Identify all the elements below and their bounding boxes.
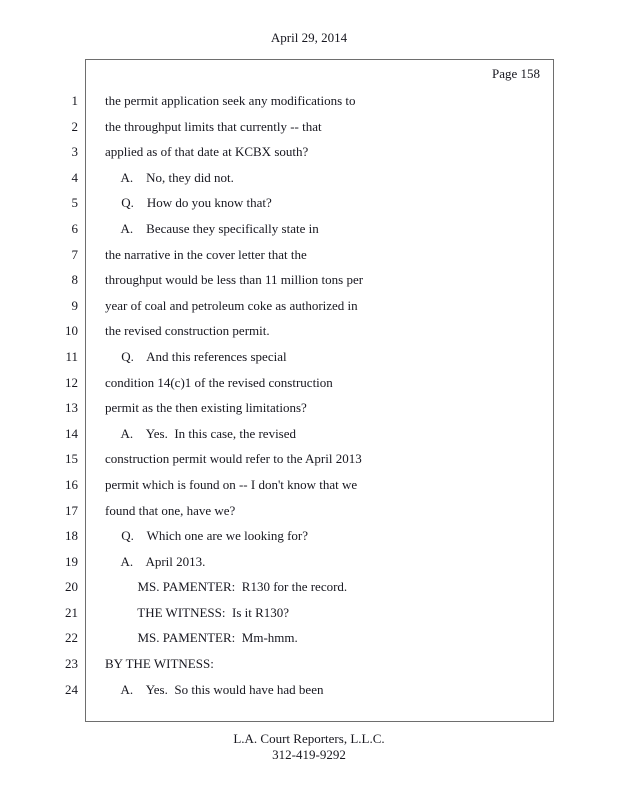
line-number: 9 — [71, 297, 78, 313]
line-text: construction permit would refer to the April 2013 — [105, 451, 362, 467]
transcript-line — [50, 119, 555, 145]
transcript-line — [50, 221, 555, 247]
date-header: April 29, 2014 — [270, 30, 348, 45]
line-text: found that one, have we? — [105, 502, 236, 518]
line-number: 22 — [65, 630, 78, 646]
footer — [0, 731, 618, 763]
line-number: 2 — [71, 118, 78, 134]
line-text: the revised construction permit. — [105, 323, 270, 339]
line-number: 3 — [71, 144, 78, 160]
line-number: 6 — [71, 220, 78, 236]
transcript-line — [50, 144, 555, 170]
line-text: MS. PAMENTER: Mm-hmm. — [105, 630, 298, 646]
line-text: the narrative in the cover letter that the — [105, 246, 307, 262]
line-number: 1 — [71, 93, 78, 108]
line-number: 18 — [65, 528, 78, 544]
line-text: BY THE WITNESS: — [105, 656, 214, 672]
line-text: Q. And this references special — [105, 348, 287, 364]
line-text: permit as the then existing limitations? — [105, 400, 307, 416]
line-text: THE WITNESS: Is it R130? — [105, 604, 290, 620]
line-text: A. Because they specifically state in — [105, 220, 319, 236]
line-number: 19 — [65, 553, 78, 569]
transcript-line — [50, 247, 555, 273]
line-text: applied as of that date at KCBX south? — [105, 144, 309, 160]
line-number: 24 — [65, 681, 78, 697]
line-text: A. Yes. In this case, the revised — [105, 425, 297, 441]
transcript-line — [50, 528, 555, 554]
line-number: 16 — [65, 476, 78, 492]
line-number: 17 — [65, 502, 78, 518]
transcript-line — [50, 170, 555, 196]
line-number: 13 — [65, 400, 78, 416]
line-number: 23 — [65, 656, 78, 672]
line-number: 12 — [65, 374, 78, 390]
line-number: 15 — [65, 451, 78, 467]
line-number: 10 — [65, 323, 78, 339]
line-text: Q. Which one are we looking for? — [105, 528, 309, 544]
line-number: 7 — [71, 246, 78, 262]
line-number: 4 — [71, 169, 78, 185]
line-number: 21 — [65, 604, 78, 620]
line-text: A. No, they did not. — [105, 169, 234, 185]
transcript-line — [50, 503, 555, 529]
line-text: MS. PAMENTER: R130 for the record. — [105, 579, 348, 595]
transcript-line — [50, 349, 555, 375]
transcript-line — [50, 426, 555, 452]
line-number: 20 — [65, 579, 78, 595]
transcript-line — [50, 682, 555, 708]
line-number: 5 — [71, 195, 78, 211]
line-text: permit which is found on -- I don't know that we — [105, 476, 358, 492]
transcript-lines — [50, 93, 555, 707]
line-number: 14 — [65, 425, 78, 441]
transcript-line — [50, 400, 555, 426]
line-number: 8 — [71, 272, 78, 288]
transcript-line — [50, 93, 555, 119]
line-text: Q. How do you know that? — [105, 195, 272, 211]
transcript-line — [50, 477, 555, 503]
line-text: the permit application seek any modifications to — [105, 93, 356, 108]
line-number: 11 — [65, 348, 78, 364]
transcript-line — [50, 630, 555, 656]
line-text: throughput would be less than 11 million tons per — [105, 272, 364, 288]
line-text: year of coal and petroleum coke as authorized in — [105, 297, 358, 313]
page-number-label: Page 158 — [491, 66, 540, 81]
transcript-line — [50, 605, 555, 631]
transcript-line — [50, 375, 555, 401]
reporter-phone: 312-419-9292 — [272, 747, 346, 762]
transcript-line — [50, 272, 555, 298]
transcript-line — [50, 298, 555, 324]
transcript-line — [50, 579, 555, 605]
transcript-line — [50, 195, 555, 221]
transcript-line — [50, 323, 555, 349]
reporter-name: L.A. Court Reporters, L.L.C. — [233, 731, 385, 746]
line-text: condition 14(c)1 of the revised construction — [105, 374, 333, 390]
line-text: A. April 2013. — [105, 553, 206, 569]
line-text: A. Yes. So this would have had been — [105, 681, 324, 697]
transcript-line — [50, 554, 555, 580]
transcript-line — [50, 451, 555, 477]
line-text: the throughput limits that currently -- that — [105, 118, 322, 134]
transcript-line — [50, 656, 555, 682]
